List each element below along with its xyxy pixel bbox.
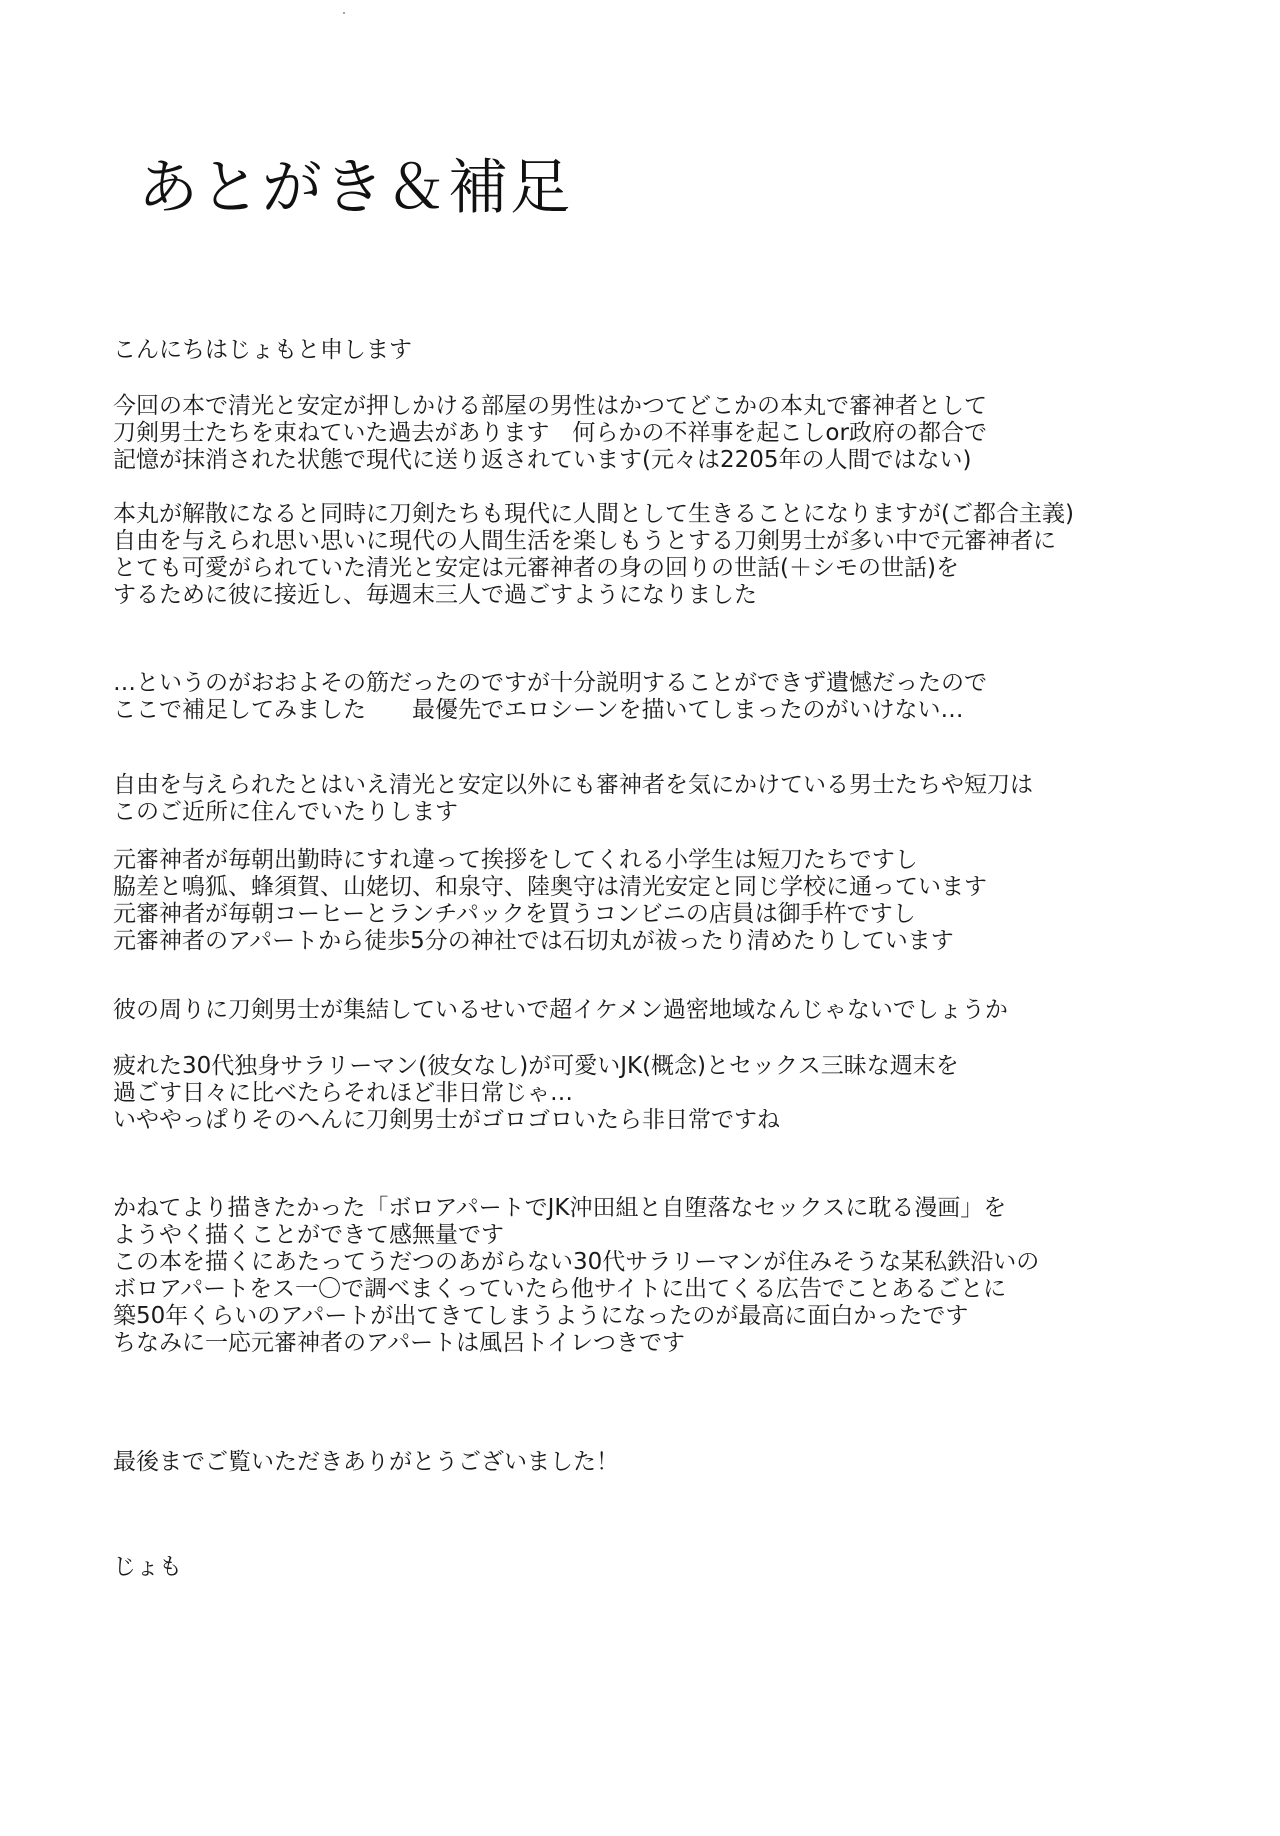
thanks-line: 最後までご覧いただきありがとうございました！ <box>113 1449 619 1475</box>
paragraph-line: 彼の周りに刀剣男士が集結しているせいで超イケメン過密地域なんじゃないでしょうか <box>113 997 1008 1023</box>
paragraph-line: 元審神者が毎朝出勤時にすれ違って挨拶をしてくれる小学生は短刀たちですし <box>113 847 918 873</box>
paragraph-line: 元審神者が毎朝コーヒーとランチパックを買うコンビニの店員は御手杵ですし <box>113 901 916 927</box>
paragraph-line: 元審神者のアパートから徒歩5分の神社では石切丸が祓ったり清めたりしています <box>113 928 954 954</box>
paragraph-line: このご近所に住んでいたりします <box>113 799 458 825</box>
page-title: あとがき＆補足 <box>138 153 572 223</box>
paragraph-line: この本を描くにあたってうだつのあがらない30代サラリーマンが住みそうな某私鉄沿いの <box>113 1249 1040 1275</box>
paragraph-line: …というのがおおよその筋だったのですが十分説明することができず遺憾だったので <box>113 670 987 696</box>
paragraph-line: かねてより描きたかった「ボロアパートでJK沖田組と自堕落なセックスに耽る漫画」を <box>113 1195 1007 1221</box>
paragraph-line: 刀剣男士たちを束ねていた過去があります 何らかの不祥事を起こしor政府の都合で <box>113 420 987 446</box>
paragraph-line: ようやく描くことができて感無量です <box>113 1222 504 1248</box>
paragraph-line: ここで補足してみました 最優先でエロシーンを描いてしまったのがいけない… <box>113 697 964 723</box>
paragraph-line: 記憶が抹消された状態で現代に送り返されています(元々は2205年の人間ではない) <box>113 447 972 473</box>
paragraph-line: ちなみに一応元審神者のアパートは風呂トイレつきです <box>113 1330 686 1356</box>
paragraph-line: とても可愛がられていた清光と安定は元審神者の身の回りの世話(＋シモの世話)を <box>113 555 959 581</box>
paragraph-line: 脇差と鳴狐、蜂須賀、山姥切、和泉守、陸奥守は清光安定と同じ学校に通っています <box>113 874 987 900</box>
paragraph-line: 疲れた30代独身サラリーマン(彼女なし)が可愛いJK(概念)とセックス三昧な週末を <box>113 1053 959 1079</box>
paragraph-line: ボロアパートをス一〇で調べまくっていたら他サイトに出てくる広告でことあるごとに <box>113 1276 1007 1302</box>
greeting-line: こんにちはじょもと申します <box>113 337 412 363</box>
paragraph-line: 過ごす日々に比べたらそれほど非日常じゃ… <box>113 1080 573 1106</box>
paragraph-line: 自由を与えられ思い思いに現代の人間生活を楽しもうとする刀剣男士が多い中で元審神者に <box>113 528 1056 554</box>
scan-speck <box>343 12 345 14</box>
author-signature: じょも <box>113 1554 182 1580</box>
paragraph-line: 築50年くらいのアパートが出てきてしまうようになったのが最高に面白かったです <box>113 1303 969 1329</box>
paragraph-line: するために彼に接近し、毎週末三人で過ごすようになりました <box>113 582 757 608</box>
paragraph-line: 本丸が解散になると同時に刀剣たちも現代に人間として生きることになりますが(ご都合主義) <box>113 501 1074 527</box>
paragraph-line: 今回の本で清光と安定が押しかける部屋の男性はかつてどこかの本丸で審神者として <box>113 393 987 419</box>
paragraph-line: いややっぱりそのへんに刀剣男士がゴロゴロいたら非日常ですね <box>113 1107 780 1133</box>
paragraph-line: 自由を与えられたとはいえ清光と安定以外にも審神者を気にかけている男士たちや短刀は <box>113 772 1033 798</box>
